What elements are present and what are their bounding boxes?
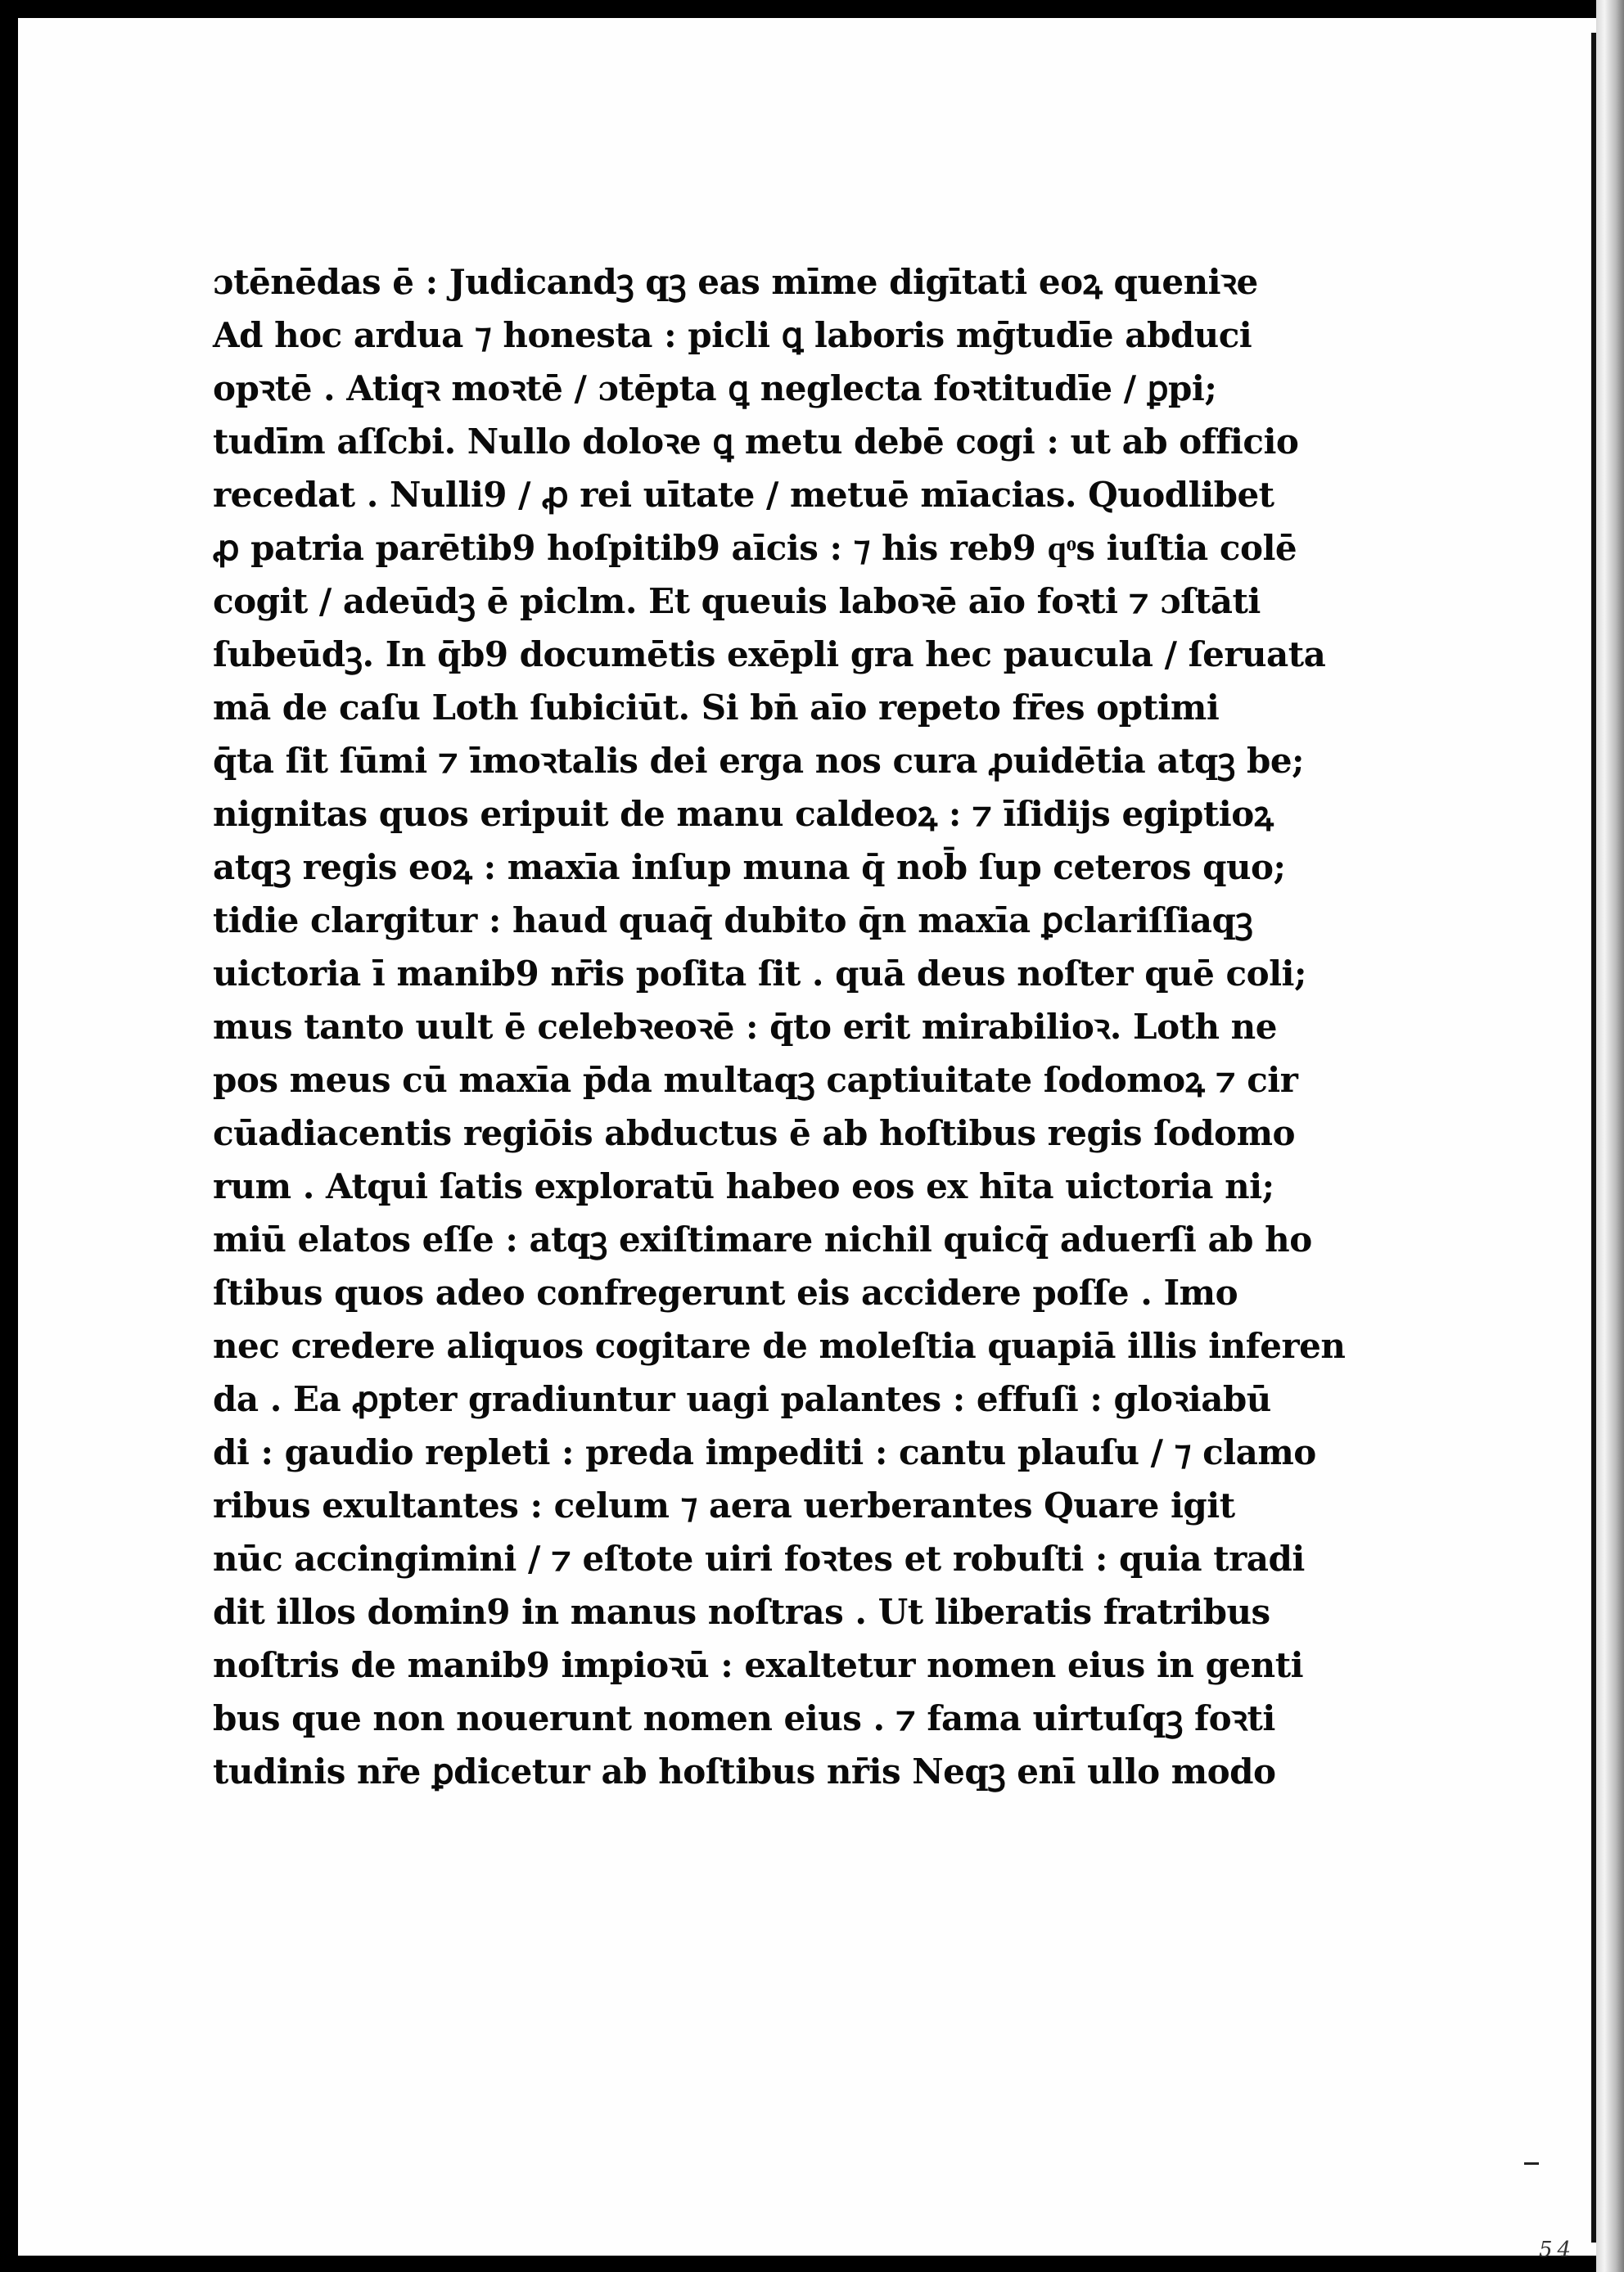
text-line: pos meus cū maxīa p̄da multaqꝫ captiuitate ſodomoꝝ ⁊ cir — [213, 1060, 1298, 1100]
text-line: tudinis nr̄e ꝑdicetur ab hoſtibus nr̄is Neqꝫ enī ullo modo — [213, 1751, 1276, 1792]
text-line: recedat . Nulli9 / ꝓ rei uītate / metuē mīacias. Quodlibet — [213, 475, 1274, 515]
text-line: ſubeūdꝫ. In q̄b9 documētis exēpli gra hec paucula / ſeruata — [213, 634, 1326, 674]
text-line: q̄ta ſit ſūmi ⁊ īmoꝛtalis dei erga nos cura ꝓuidētia atqꝫ be; — [213, 741, 1305, 781]
text-block — [213, 255, 1346, 1798]
text-line: uictoria ī manib9 nr̄is poſita ſit . quā deus noſter quē coli; — [213, 953, 1307, 994]
text-line: di : gaudio repleti : preda impediti : cantu plauſu / ⁊ clamo — [213, 1432, 1316, 1472]
text-line: da . Ea ꝓpter gradiuntur uagi palantes : effuſi : gloꝛiabū — [213, 1379, 1271, 1419]
text-line: tudīm aſſcbi. Nullo doloꝛe ꝗ metu debē cogi : ut ab officio — [213, 421, 1299, 462]
text-line: tidie clargitur : haud quaq̄ dubito q̄n maxīa ꝑclariſſiaqꝫ — [213, 900, 1253, 940]
text-line: rum . Atqui ſatis exploratū habeo eos ex hīta uictoria ni; — [213, 1166, 1274, 1206]
text-line: ɔtēnēdas ē : Judicandꝫ qꝫ eas mīme digītati eoꝝ queniꝛe — [213, 262, 1258, 302]
text-line: atqꝫ regis eoꝝ : maxīa inſup muna q̄ nob̄ ſup ceteros quo; — [213, 847, 1286, 887]
folio-number: 54 — [1539, 2238, 1577, 2262]
text-line: mus tanto uult ē celebꝛeoꝛē : q̄to erit mirabilioꝛ. Loth ne — [213, 1007, 1277, 1047]
text-line: noſtris de manib9 impioꝛū : exaltetur nomen eius in genti — [213, 1645, 1304, 1685]
text-line: ꝓ patria parētib9 hoſpitib9 aīcis : ⁊ his reb9 qͦs iuſtia colē — [213, 528, 1297, 568]
text-line: nūc accingimini / ⁊ eſtote uiri foꝛtes et robuſti : quia tradi — [213, 1539, 1305, 1579]
text-line: dit illos domin9 in manus noſtras . Ut liberatis fratribus — [213, 1592, 1270, 1632]
text-line: mā de caſu Loth ſubiciūt. Si bn̄ aīo repeto fr̄es optimi — [213, 687, 1220, 728]
text-line: Ad hoc ardua ⁊ honesta : picli ꝗ laboris mḡtudīe abduci — [213, 315, 1252, 355]
paper-leaf — [18, 18, 1596, 2262]
text-line: miū elatos eſſe : atqꝫ exiſtimare nichil quicq̄ aduerſi ab ho — [213, 1219, 1312, 1260]
text-line: cūadiacentis regiōis abductus ē ab hoſtibus regis ſodomo — [213, 1113, 1296, 1153]
text-line: ſtibus quos adeo confregerunt eis accidere poſſe . Imo — [213, 1273, 1238, 1313]
text-line: bus que non nouerunt nomen eius . ⁊ fama uirtuſqꝫ foꝛti — [213, 1698, 1275, 1738]
text-line: nec credere aliquos cogitare de moleſtia quapiā illis inferen — [213, 1326, 1346, 1366]
text-line: cogit / adeūdꝫ ē piclm. Et queuis laboꝛē aīo foꝛti ⁊ ɔſtāti — [213, 581, 1261, 621]
text-line: nignitas quos eripuit de manu caldeoꝝ : ⁊ īſidijs egiptioꝝ — [213, 794, 1274, 834]
book-spine — [1596, 0, 1624, 2272]
margin-mark — [1524, 2162, 1539, 2165]
text-line: ribus exultantes : celum ⁊ aera uerberantes Quare igit — [213, 1485, 1235, 1526]
text-line: opꝛtē . Atiqꝛ moꝛtē / ɔtēpta ꝗ neglecta foꝛtitudīe / ꝑpi; — [213, 368, 1217, 408]
